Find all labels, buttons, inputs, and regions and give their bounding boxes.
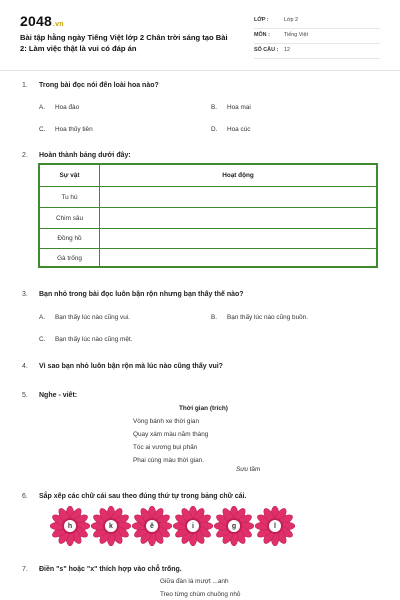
option-text: Hoa cúc <box>227 126 251 133</box>
meta-label: LỚP : <box>254 17 269 23</box>
table-row <box>40 186 376 207</box>
fill-line: Treo từng chùm chuông nhỏ <box>160 591 241 598</box>
logo-text: 2048 <box>20 13 52 29</box>
option-letter: B. <box>211 314 218 321</box>
question-number: 2. <box>22 152 28 159</box>
meta-row-count <box>254 45 380 59</box>
option-1b[interactable] <box>211 104 251 111</box>
table-cell-thing: Chim sâu <box>40 208 100 228</box>
question-text: Điền "s" hoặc "x" thích hợp vào chỗ trống. <box>39 566 182 573</box>
question-number: 4. <box>22 363 28 370</box>
flower-letter: k <box>105 520 117 532</box>
table-cell-activity[interactable] <box>100 229 376 248</box>
table-row <box>40 248 376 267</box>
poem-line: Vòng bánh xe thời gian <box>133 418 200 425</box>
flower-letter: ê <box>146 520 158 532</box>
question-number: 1. <box>22 82 28 89</box>
table-cell-activity[interactable] <box>100 187 376 207</box>
poem-line: Quay xám màu năm tháng <box>133 431 209 438</box>
answer-table <box>38 163 378 268</box>
question-text: Hoàn thành bảng dưới đây: <box>39 152 131 159</box>
table-header-cell: Sự vật <box>40 165 100 186</box>
question-number: 3. <box>22 291 28 298</box>
question-text: Trong bài đọc nói đến loài hoa nào? <box>39 82 159 89</box>
meta-info <box>254 15 380 60</box>
site-logo[interactable] <box>20 13 64 29</box>
question-number: 7. <box>22 566 28 573</box>
meta-value: Lớp 2 <box>284 17 299 23</box>
fill-line: Giữa đàn lá mượt ...anh <box>160 578 229 585</box>
table-header-cell: Hoạt động <box>222 172 254 179</box>
option-letter: C. <box>39 126 46 133</box>
letter-flower[interactable] <box>132 506 172 546</box>
meta-label: SỐ CÂU : <box>254 47 279 53</box>
option-letter: C. <box>39 336 46 343</box>
option-letter: D. <box>211 126 218 133</box>
page-title: Bài tập hằng ngày Tiếng Việt lớp 2 Chân trời sáng tạo Bài 2: Làm việc thật là vui có đáp án <box>20 33 228 53</box>
question-number: 6. <box>22 493 28 500</box>
option-3b[interactable] <box>211 314 308 321</box>
option-text: Hoa mai <box>227 104 251 111</box>
flower-letter: g <box>228 520 240 532</box>
logo-tld: .vn <box>52 21 64 28</box>
question-text: Nghe - viết: <box>39 392 78 399</box>
table-header-row <box>40 165 376 186</box>
meta-row-subject <box>254 30 380 44</box>
meta-label: MÔN : <box>254 32 270 38</box>
letter-flower[interactable] <box>91 506 131 546</box>
option-text: Bạn thấy lúc nào cũng vui. <box>55 314 130 321</box>
letter-flower[interactable] <box>255 506 295 546</box>
table-cell-activity[interactable] <box>100 208 376 228</box>
flower-letter: i <box>187 520 199 532</box>
poem-author: Sưu tầm <box>236 466 261 473</box>
flower-letter: h <box>64 520 76 532</box>
table-cell-thing: Tu hú <box>40 187 100 207</box>
letter-flower[interactable] <box>173 506 213 546</box>
option-text: Hoa đào <box>55 104 80 111</box>
question-number: 5. <box>22 392 28 399</box>
option-text: Bạn thấy lúc nào cũng buồn. <box>227 314 309 321</box>
meta-row-class <box>254 15 380 29</box>
option-text: Hoa thủy tiên <box>55 126 93 133</box>
option-1a[interactable] <box>39 104 79 111</box>
question-text: Sắp xếp các chữ cái sau theo đúng thứ tự trong bảng chữ cái. <box>39 493 247 500</box>
poem-title: Thời gian (trích) <box>179 405 228 412</box>
option-1d[interactable] <box>211 126 250 133</box>
option-text: Bạn thấy lúc nào cũng mệt. <box>55 336 133 343</box>
header-divider <box>0 70 400 71</box>
option-letter: A. <box>39 104 46 111</box>
table-row <box>40 207 376 228</box>
meta-value: 12 <box>284 47 290 53</box>
header <box>0 0 400 64</box>
question-text: Vì sao bạn nhỏ luôn bận rộn mà lúc nào cũng thấy vui? <box>39 363 223 370</box>
table-cell-activity[interactable] <box>100 249 376 267</box>
table-row <box>40 228 376 248</box>
table-cell-thing: Đồng hồ <box>40 229 100 248</box>
poem-line: Tóc ai vương bụi phấn <box>133 444 198 451</box>
letter-flower[interactable] <box>214 506 254 546</box>
flower-letter: l <box>269 520 281 532</box>
option-letter: A. <box>39 314 46 321</box>
letter-flower[interactable] <box>50 506 90 546</box>
option-3c[interactable] <box>39 336 132 343</box>
poem-line: Phai cùng màu thời gian. <box>133 457 204 464</box>
table-cell-thing: Gà trống <box>40 249 100 267</box>
question-text: Bạn nhỏ trong bài đọc luôn bận rộn nhưng bạn thấy thế nào? <box>39 291 244 298</box>
meta-value: Tiếng Việt <box>284 32 308 38</box>
option-1c[interactable] <box>39 126 93 133</box>
option-3a[interactable] <box>39 314 130 321</box>
option-letter: B. <box>211 104 218 111</box>
